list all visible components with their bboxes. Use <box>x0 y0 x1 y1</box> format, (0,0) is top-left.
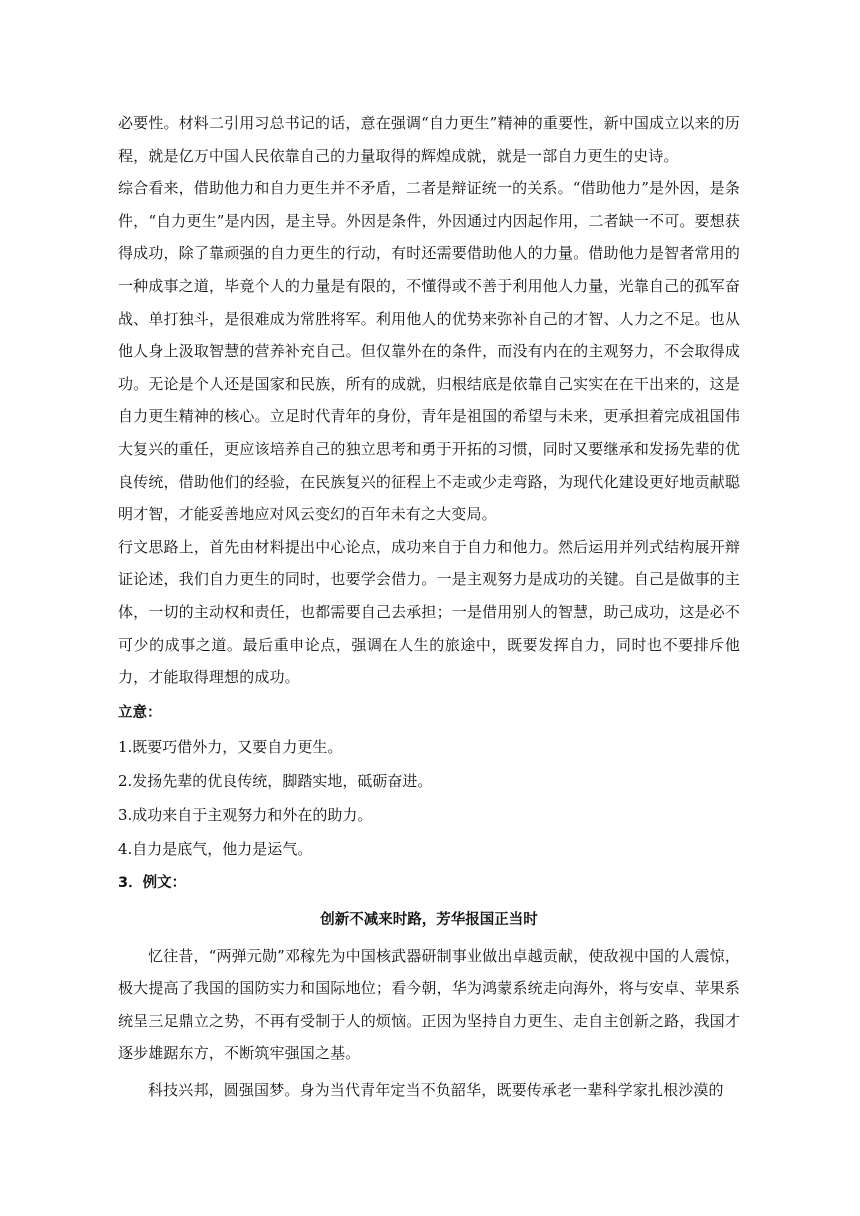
theme-item: 1.既要巧借外力，又要自力更生。 <box>118 737 343 756</box>
theme-heading: 立意： <box>118 704 162 721</box>
theme-item: 4.自力是底气，他力是运气。 <box>118 839 313 858</box>
paragraph-synthesis: 综合看来，借助他力和自力更生并不矛盾，二者是辩证统一的关系。“借助他力”是外因，是条件，“自力更生”是内因，是主导。外因是条件，外因通过内因起作用，二者缺一不可。要想获得成功，除了靠顽强的自力更生的行动，有时还需要借助他人的力量。借助他力是智者常用的一种成事之道，毕竟个人的力量是有限的，不懂得或不善于利用他人力量，光靠自己的孤军奋战、单打独斗，是很难成为常胜将军。利用他人的优势来弥补自己的才智、人力之不足。也从他人身上汲取智慧的营养补充自己。但仅靠外在的条件，而没有内在的主观努力，不会取得成功。无论是个人还是国家和民族，所有的成就，归根结底是依靠自己实实在在干出来的，这是自力更生精神的核心。立足时代青年的身份，青年是祖国的希望与未来，更承担着完成祖国伟大复兴的重任，更应该培养自己的独立思考和勇于开拓的习惯，同时又要继承和发扬先辈的优良传统，借助他们的经验，在民族复兴的征程上不走或少走弯路，为现代化建设更好地贡献聪明才智，才能妥善地应对风云变幻的百年未有之大变局。 <box>118 179 740 524</box>
essay-heading: 3．例文： <box>118 874 187 891</box>
essay-title: 创新不减来时路，芳华报国正当时 <box>320 911 538 928</box>
theme-list <box>118 730 740 866</box>
essay-paragraph: 忆往昔，“两弹元勋”邓稼先为中国核武器研制事业做出卓越贡献，使敌视中国的人震惊，极大提高了我国的国防实力和国际地位；看今朝，华为鸿蒙系统走向海外，将与安卓、苹果系统呈三足鼎立之势，不再有受制于人的烦恼。正因为坚持自力更生、走自主创新之路，我国才逐步雄踞东方，不断筑牢强国之基。 <box>118 946 740 1063</box>
theme-item: 2.发扬先辈的优良传统，脚踏实地，砥砺奋进。 <box>118 771 433 790</box>
theme-item: 3.成功来自于主观努力和外在的助力。 <box>118 805 373 824</box>
essay-paragraph: 科技兴邦，圆强国梦。身为当代青年定当不负韶华，既要传承老一辈科学家扎根沙漠的 <box>148 1081 724 1100</box>
document-page <box>118 107 740 1107</box>
paragraph-material-summary: 必要性。材料二引用习总书记的话，意在强调“自力更生”精神的重要性，新中国成立以来的历程，就是亿万中国人民依靠自己的力量取得的辉煌成就，就是一部自力更生的史诗。 <box>118 114 740 165</box>
paragraph-writing-approach: 行文思路上，首先由材料提出中心论点，成功来自于自力和他力。然后运用并列式结构展开辩证论述，我们自力更生的同时，也要学会借力。一是主观努力是成功的关键。自己是做事的主体，一切的主动权和责任，也都需要自己去承担；一是借用别人的智慧，助己成功，这是必不可少的成事之道。最后重申论点，强调在人生的旅途中，既要发挥自力，同时也不要排斥他力，才能取得理想的成功。 <box>118 537 740 687</box>
